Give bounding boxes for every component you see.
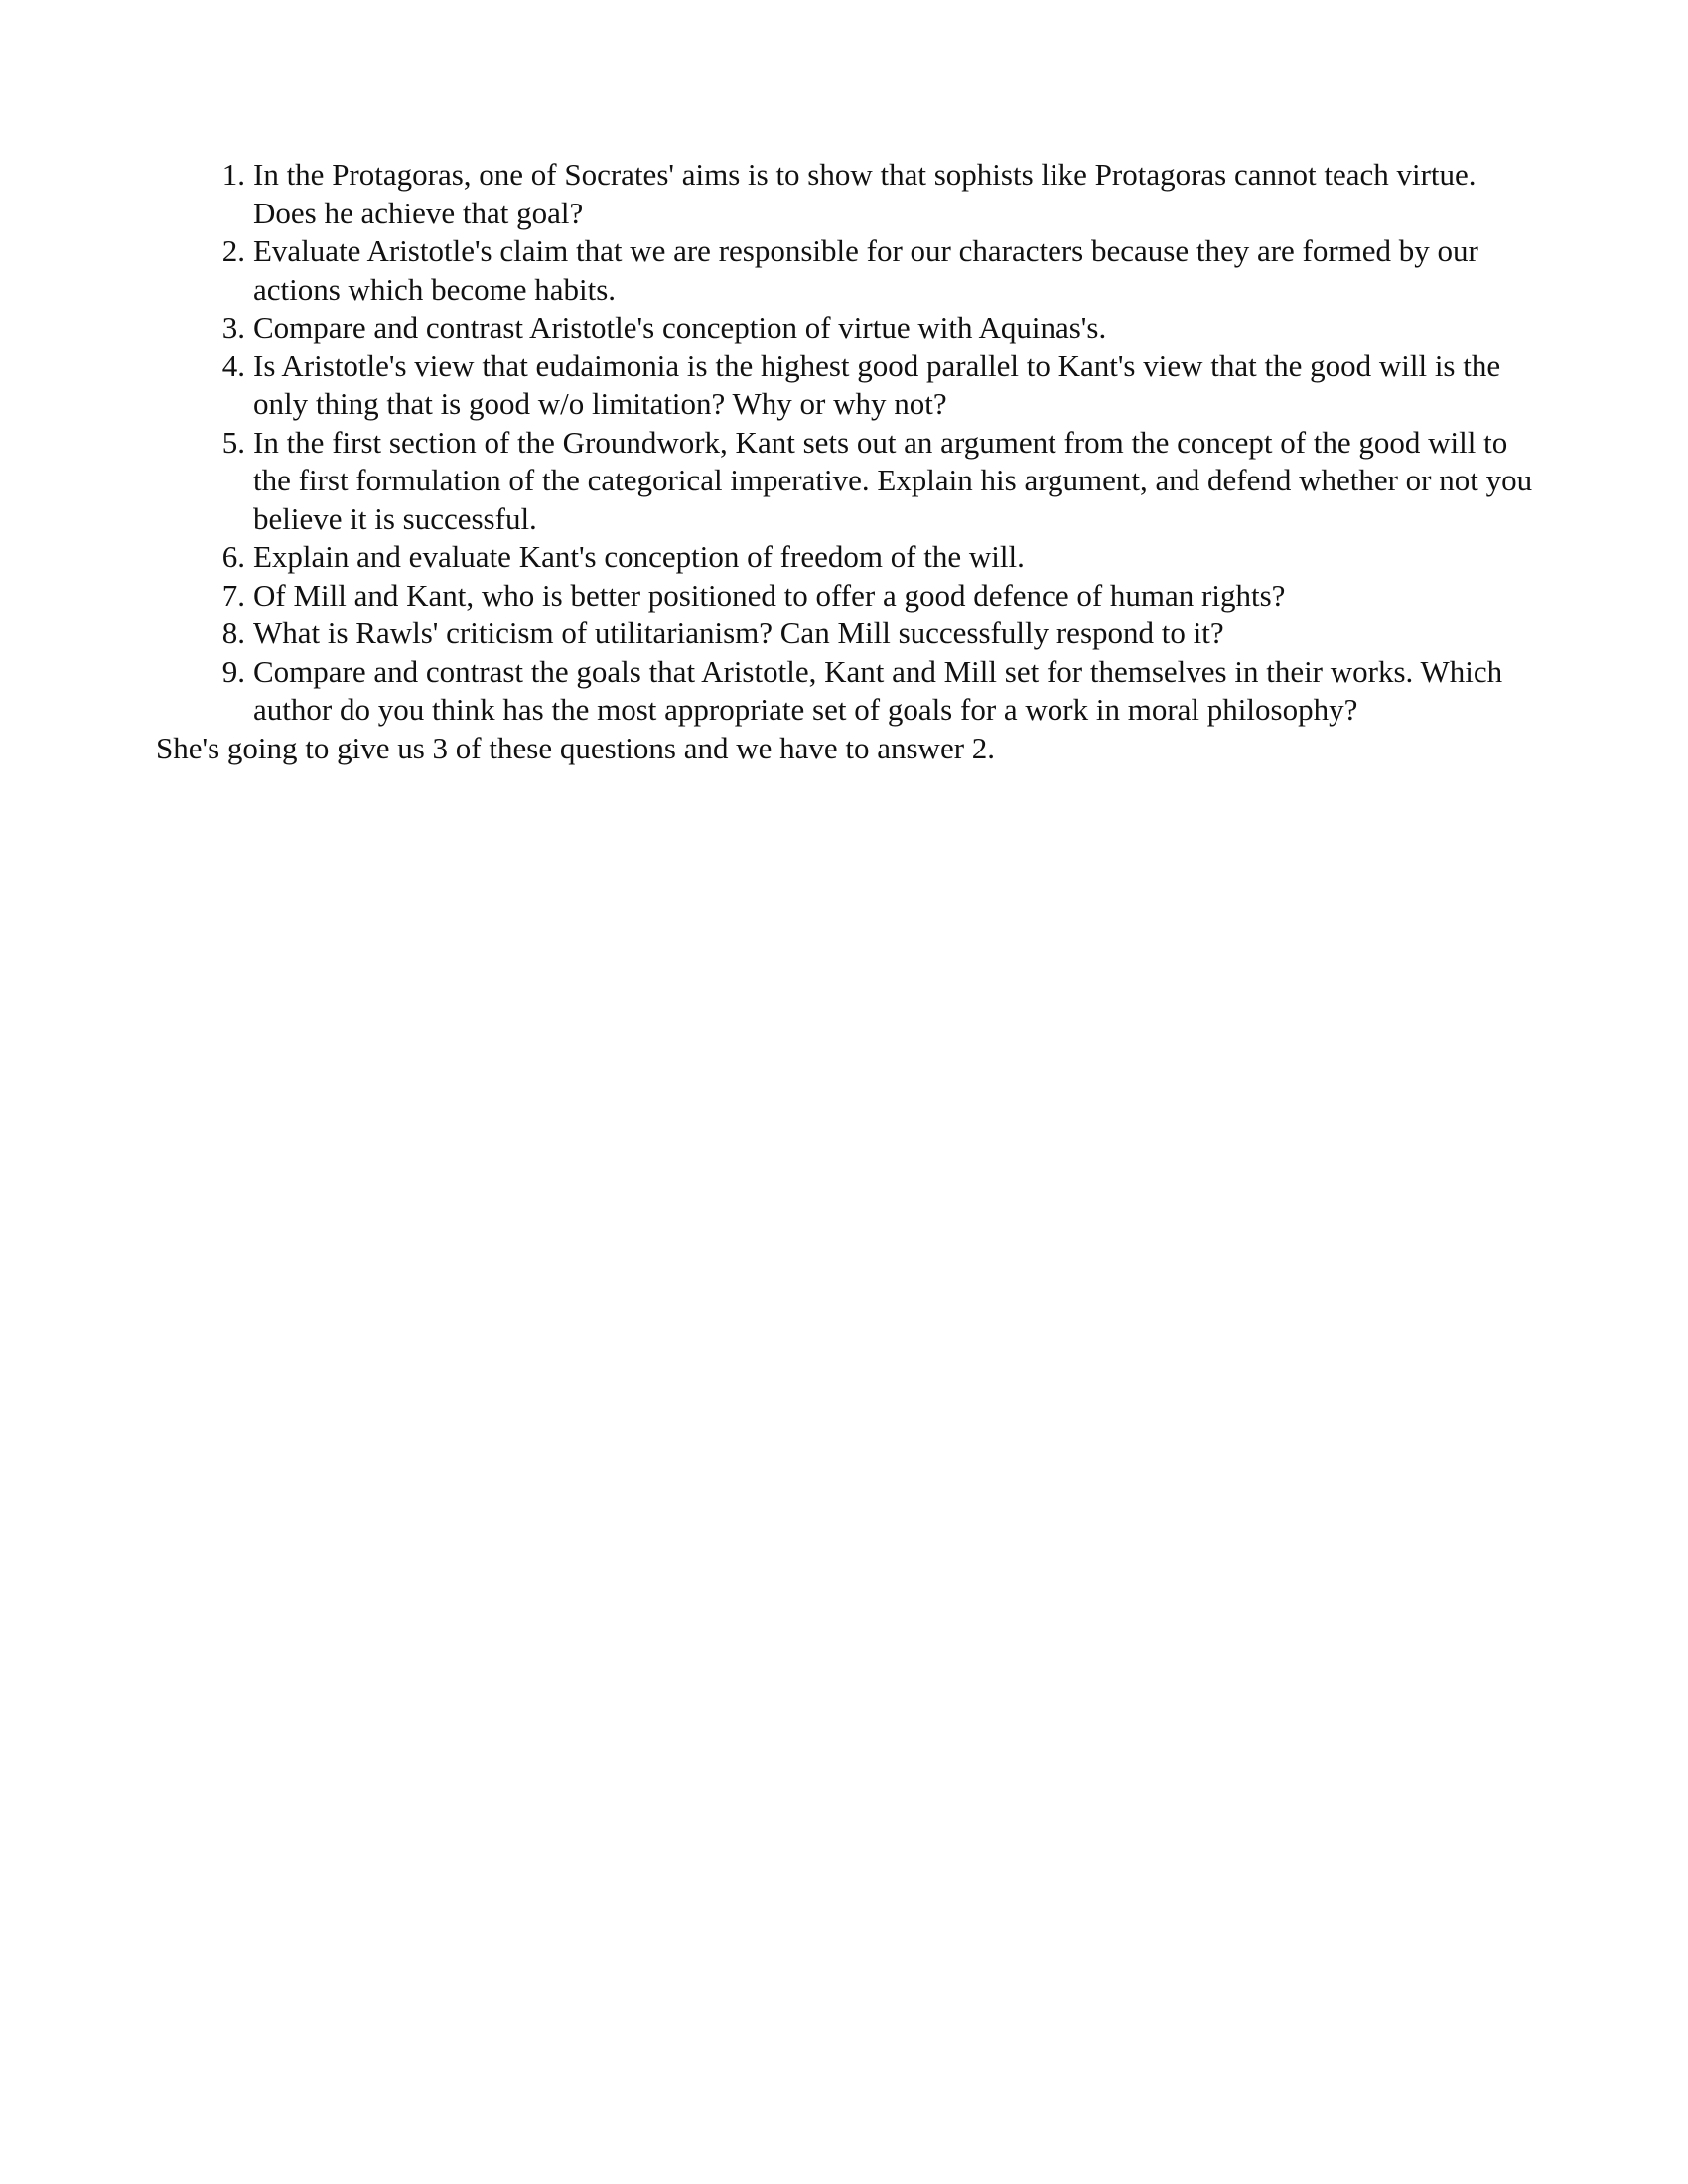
- question-list: [156, 156, 1546, 730]
- document-content: [156, 156, 1546, 767]
- list-item: [156, 232, 1546, 309]
- list-number: 2.: [221, 233, 245, 268]
- list-number: 1.: [221, 157, 245, 192]
- question-text: Explain and evaluate Kant's conception of freedom of the will.: [253, 539, 1025, 574]
- closing-note: She's going to give us 3 of these questions and we have to answer 2.: [156, 730, 996, 765]
- list-item: [156, 347, 1546, 424]
- list-item: [156, 156, 1546, 232]
- question-text: What is Rawls' criticism of utilitarianism? Can Mill successfully respond to it?: [253, 615, 1224, 650]
- list-item: [156, 614, 1546, 653]
- list-item: [156, 653, 1546, 730]
- list-number: 6.: [221, 539, 245, 574]
- list-number: 4.: [221, 347, 245, 383]
- list-number: 3.: [221, 310, 245, 344]
- list-number: 5.: [221, 424, 245, 460]
- question-text: Is Aristotle's view that eudaimonia is the highest good parallel to Kant's view that the good will is the only thing that is good w/o limitation? Why or why not?: [253, 347, 1501, 421]
- list-number: 7.: [221, 577, 245, 613]
- list-item: [156, 538, 1546, 577]
- list-item: [156, 424, 1546, 539]
- list-item: [156, 577, 1546, 615]
- question-text: In the first section of the Groundwork, Kant sets out an argument from the concept of the good will to the first formulation of the categorical imperative. Explain his argument, and defend whether or not you believe it is successful.: [253, 424, 1533, 536]
- question-text: Compare and contrast the goals that Aristotle, Kant and Mill set for themselves in their works. Which author do you think has the most appropriate set of goals for a work in moral philosophy?: [253, 653, 1503, 727]
- list-item: [156, 309, 1546, 347]
- question-text: Compare and contrast Aristotle's conception of virtue with Aquinas's.: [253, 310, 1107, 344]
- question-text: Evaluate Aristotle's claim that we are responsible for our characters because they are formed by our actions which become habits.: [253, 233, 1478, 307]
- list-number: 8.: [221, 615, 245, 650]
- question-text: Of Mill and Kant, who is better positioned to offer a good defence of human rights?: [253, 577, 1286, 613]
- list-number: 9.: [221, 653, 245, 689]
- question-text: In the Protagoras, one of Socrates' aims is to show that sophists like Protagoras cannot teach virtue. Does he achieve that goal?: [253, 157, 1477, 230]
